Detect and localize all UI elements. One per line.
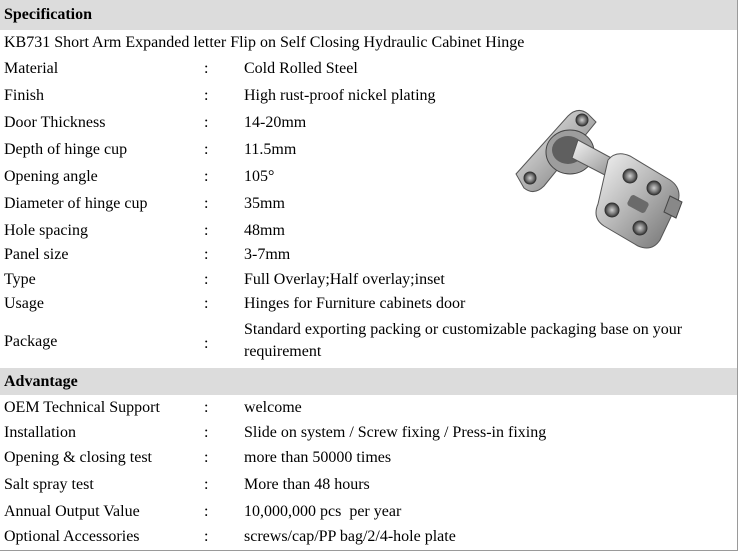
spec-value-line2: requirement [244,343,322,360]
colon: : [204,246,209,263]
advantage-heading: Advantage [4,372,78,390]
colon: : [204,335,209,352]
colon: : [204,424,209,441]
colon: : [204,114,209,131]
colon: : [204,476,209,493]
adv-label: Salt spray test [4,476,94,493]
colon: : [204,195,209,212]
adv-value: more than 50000 times [244,449,392,466]
spec-label: Usage [4,295,44,312]
spec-value: Hinges for Furniture cabinets door [244,295,466,312]
spec-value: 48mm [244,222,285,239]
adv-value: screws/cap/PP bag/2/4-hole plate [244,528,456,545]
advantage-header [0,368,737,395]
adv-label: Optional Accessories [4,528,140,545]
spec-row-package [0,321,737,365]
colon: : [204,449,209,466]
adv-value: Slide on system / Screw fixing / Press-in fixing [244,424,547,441]
cabinet-hinge-icon [508,100,690,250]
spec-value: 35mm [244,195,285,212]
product-title: KB731 Short Arm Expanded letter Flip on Self Closing Hydraulic Cabinet Hinge [4,34,525,51]
adv-value: welcome [244,399,302,416]
adv-value: More than 48 hours [244,476,370,493]
spec-label: Type [4,271,36,288]
spec-label: Opening angle [4,168,98,185]
spec-label: Panel size [4,246,69,263]
spec-label: Hole spacing [4,222,88,239]
colon: : [204,222,209,239]
adv-label: Installation [4,424,76,441]
spec-value: Cold Rolled Steel [244,60,358,77]
spec-value-line1: Standard exporting packing or customizable packaging base on your [244,321,683,338]
spec-value: 105° [244,168,275,185]
spec-value: High rust-proof nickel plating [244,87,436,104]
adv-value: 10,000,000 pcs per year [244,503,402,520]
specification-heading: Specification [4,6,92,23]
spec-label: Material [4,60,59,77]
colon: : [204,168,209,185]
adv-label: Annual Output Value [4,503,140,520]
spec-value: 11.5mm [244,141,297,158]
colon: : [204,295,209,312]
adv-label: Opening & closing test [4,449,152,466]
spec-value: 3-7mm [244,246,291,263]
spec-label: Diameter of hinge cup [4,195,148,212]
spec-value: Full Overlay;Half overlay;inset [244,271,445,288]
spec-label: Package [4,333,58,350]
colon: : [204,528,209,545]
spec-value: 14-20mm [244,114,307,131]
colon: : [204,503,209,520]
spec-label: Finish [4,87,45,104]
colon: : [204,141,209,158]
adv-label: OEM Technical Support [4,399,160,416]
colon: : [204,399,209,416]
colon: : [204,60,209,77]
colon: : [204,271,209,288]
colon: : [204,87,209,104]
spec-label: Door Thickness [4,114,106,131]
spec-label: Depth of hinge cup [4,141,128,158]
specification-header [0,0,737,30]
